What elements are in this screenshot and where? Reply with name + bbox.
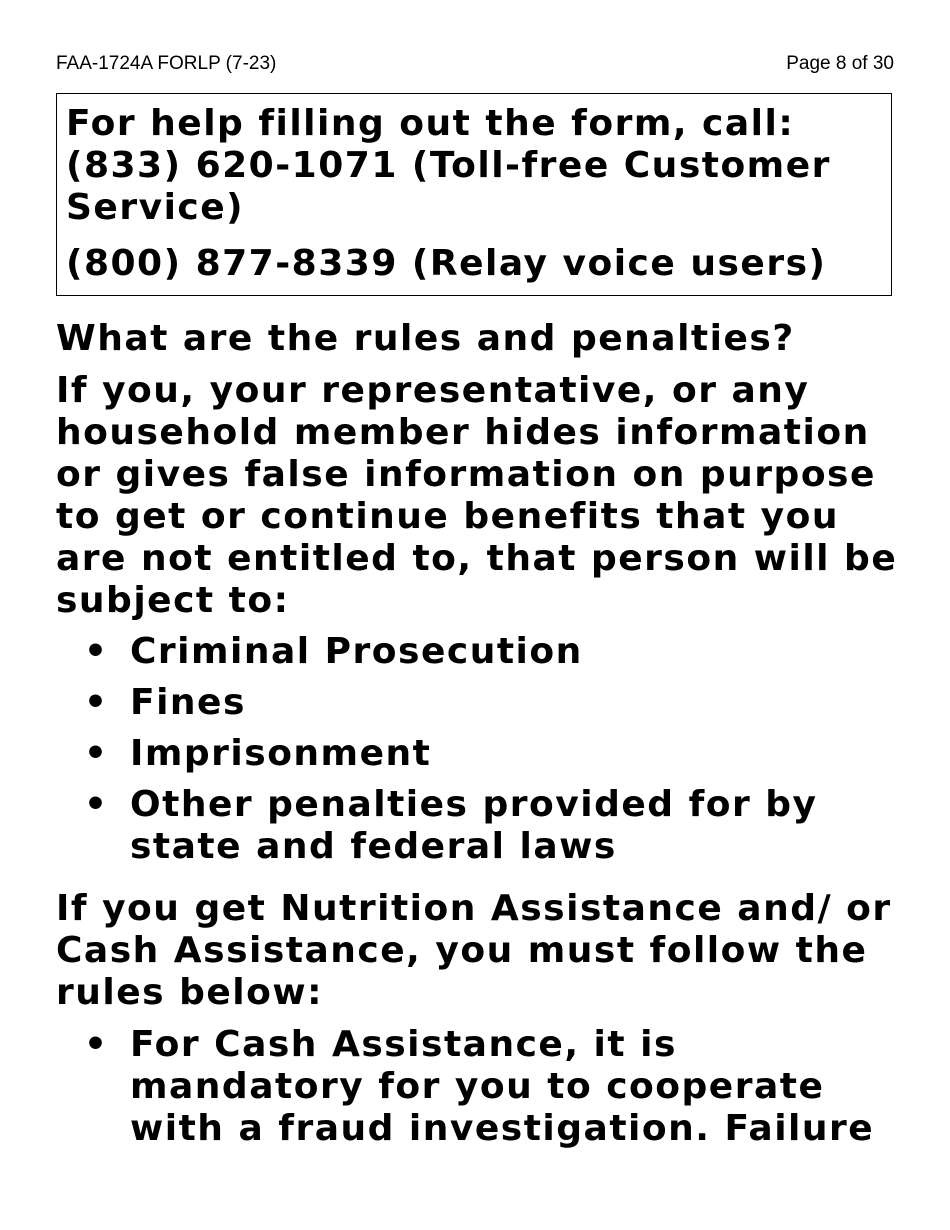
section-heading: What are the rules and penalties? xyxy=(56,318,795,359)
bullet-icon: • xyxy=(84,733,109,774)
list-item xyxy=(56,1024,906,1150)
rules-section xyxy=(56,318,906,1159)
list-item xyxy=(56,682,906,724)
penalties-list xyxy=(56,631,906,868)
form-id: FAA-1724A FORLP (7-23) xyxy=(56,53,277,74)
help-box-title: For help filling out the form, call: (833) 620-1071 (Toll-free Customer Service) xyxy=(66,103,831,228)
rule-text: For Cash Assistance, it is mandatory for you to cooperate with a fraud investigation. Failure xyxy=(130,1024,875,1149)
list-item xyxy=(56,733,906,775)
intro-paragraph: If you, your representative, or any household member hides information or gives false information on purpose to get or continue benefits that you are not entitled to, that person will be subject to: xyxy=(56,370,898,621)
relay-phone: (800) 877-8339 (Relay voice users) xyxy=(66,243,827,284)
page-header xyxy=(56,52,894,76)
penalty-text: Fines xyxy=(130,682,246,723)
list-item xyxy=(56,784,906,868)
rules-intro-paragraph: If you get Nutrition Assistance and/ or Cash Assistance, you must follow the rules below: xyxy=(56,888,892,1013)
list-item xyxy=(56,631,906,673)
penalty-text: Criminal Prosecution xyxy=(130,631,583,672)
bullet-icon: • xyxy=(84,1024,109,1065)
bullet-icon: • xyxy=(84,631,109,672)
bullet-icon: • xyxy=(84,784,109,825)
penalty-text: Other penalties provided for by state and federal laws xyxy=(130,784,818,867)
bullet-icon: • xyxy=(84,682,109,723)
page-number: Page 8 of 30 xyxy=(786,53,894,74)
penalty-text: Imprisonment xyxy=(130,733,432,774)
help-box xyxy=(56,93,892,296)
rules-list xyxy=(56,1024,906,1150)
